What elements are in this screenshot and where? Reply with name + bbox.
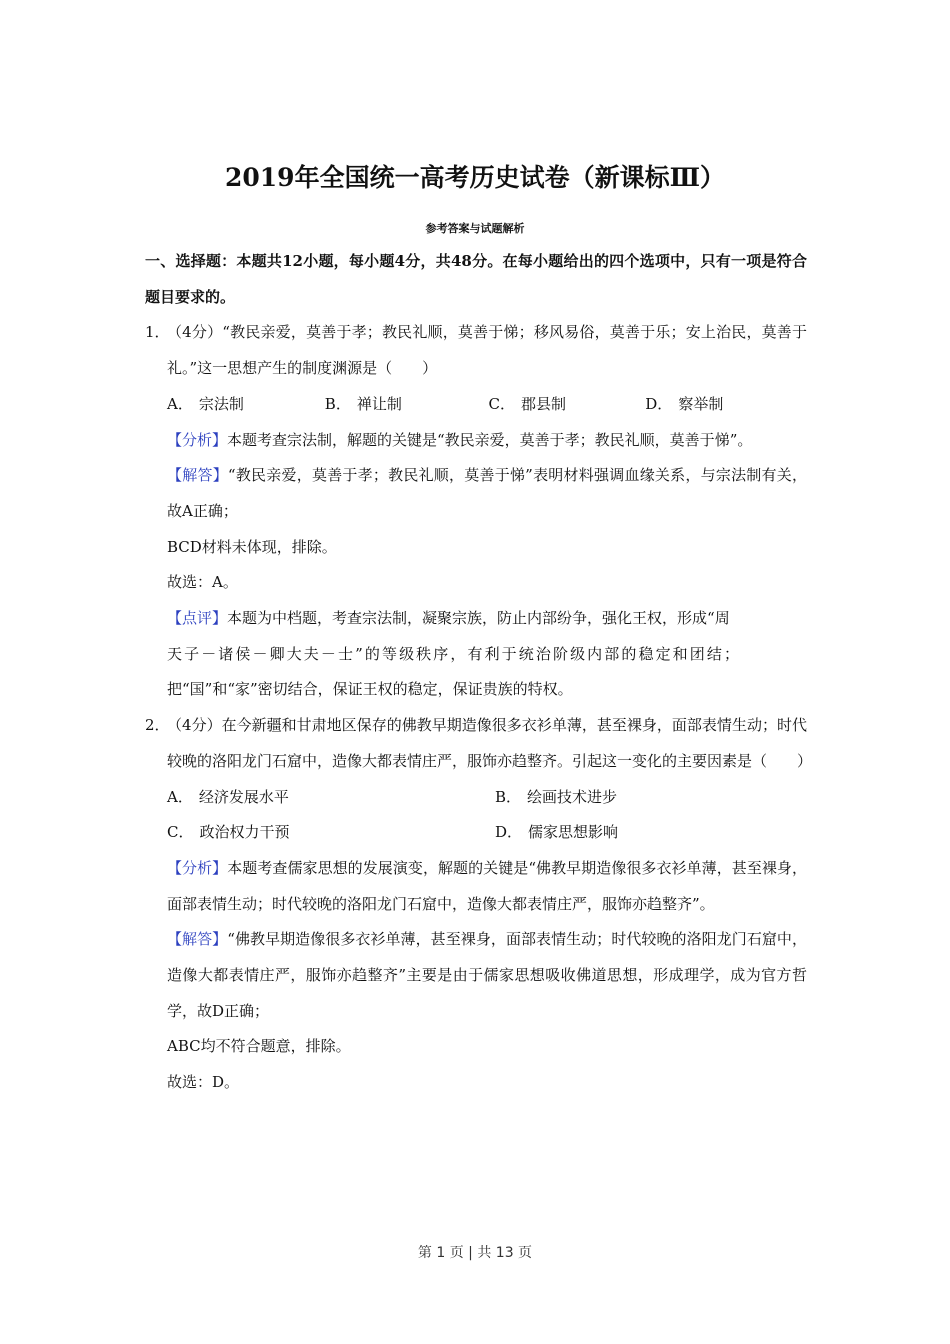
answer-text: “佛教早期造像很多衣衫单薄，甚至裸身，面部表情生动；时代较晚的洛阳龙门石窟中，造像大都表情庄严，服饰亦趋整齐”主要是由于儒家思想吸收佛道思想，形成理学，成为官方哲学，故D正确；: [167, 930, 807, 1020]
analysis-text: 本题考查儒家思想的发展演变，解题的关键是“佛教早期造像很多衣衫单薄，甚至裸身，面部表情生动；时代较晚的洛阳龙门石窟中，造像大都表情庄严，服饰亦趋整齐”。: [167, 858, 807, 913]
analysis-tag: 【分析】: [167, 858, 228, 877]
answer-text: “教民亲爱，莫善于孝；教民礼顺，莫善于悌”表明材料强调血缘关系，与宗法制有关，故A正确；: [167, 466, 807, 520]
answer-choice: 故选：A。: [167, 573, 238, 592]
question-number: 1．: [145, 323, 170, 342]
analysis-tag: 【分析】: [167, 430, 228, 449]
document-body: [145, 244, 813, 1101]
question-number: 2．: [145, 716, 170, 735]
option-c: C． 政治权力干预: [167, 823, 290, 842]
comment-text-2: 天子－诸侯－卿大夫－士”的等级秩序，有利于统治阶级内部的稳定和团结；: [167, 644, 742, 663]
comment-block: [145, 601, 807, 708]
option-b: B． 禅让制: [324, 394, 402, 413]
question-1: [145, 315, 807, 422]
question-2: [145, 708, 813, 851]
section-header: 一、选择题：本题共12小题，每小题4分，共48分。在每小题给出的四个选项中，只有一项是符合题目要求的。: [145, 252, 807, 306]
answer-tag: 【解答】: [167, 930, 228, 949]
answer-block: [145, 922, 807, 1029]
answer-elimination: ABC均不符合题意，排除。: [167, 1037, 351, 1056]
analysis-block: [145, 851, 807, 922]
answer-tag: 【解答】: [167, 466, 228, 485]
option-b: B． 绘画技术进步: [495, 787, 618, 806]
document-subtitle: 参考答案与试题解析: [425, 222, 525, 235]
question-stem: （4分）在今新疆和甘肃地区保存的佛教早期造像很多衣衫单薄，甚至裸身，面部表情生动；时代较晚的洛阳龙门石窟中，造像大都表情庄严，服饰亦趋整齐。引起这一变化的主要因素是（ ）: [167, 716, 813, 770]
answer-elimination: BCD材料未体现，排除。: [167, 537, 337, 556]
analysis-block: [145, 423, 807, 459]
option-a: A． 经济发展水平: [167, 787, 289, 806]
answer-block: [145, 458, 807, 529]
answer-choice: 故选：D。: [167, 1073, 240, 1092]
analysis-text: 本题考查宗法制，解题的关键是“教民亲爱，莫善于孝；教民礼顺，莫善于悌”。: [227, 430, 753, 449]
page-footer: 第 1 页 | 共 13 页: [417, 1245, 533, 1261]
comment-tag: 【点评】: [167, 609, 228, 628]
options: [167, 780, 807, 851]
option-a: A． 宗法制: [167, 394, 244, 413]
option-c: C． 郡县制: [488, 394, 566, 413]
comment-text-1: 本题为中档题，考查宗法制，凝聚宗族，防止内部纷争，强化王权，形成“周: [227, 609, 730, 628]
options: [167, 387, 807, 423]
document-title: 2019年全国统一高考历史试卷（新课标Ⅲ）: [224, 163, 726, 192]
question-stem: （4分）“教民亲爱，莫善于孝；教民礼顺，莫善于悌；移风易俗，莫善于乐；安上治民，莫善于礼。”这一思想产生的制度渊源是（ ）: [167, 323, 807, 378]
option-d: D． 察举制: [645, 394, 724, 413]
option-d: D． 儒家思想影响: [495, 823, 619, 842]
comment-text-3: 把“国”和“家”密切结合，保证王权的稳定，保证贵族的特权。: [167, 680, 573, 699]
